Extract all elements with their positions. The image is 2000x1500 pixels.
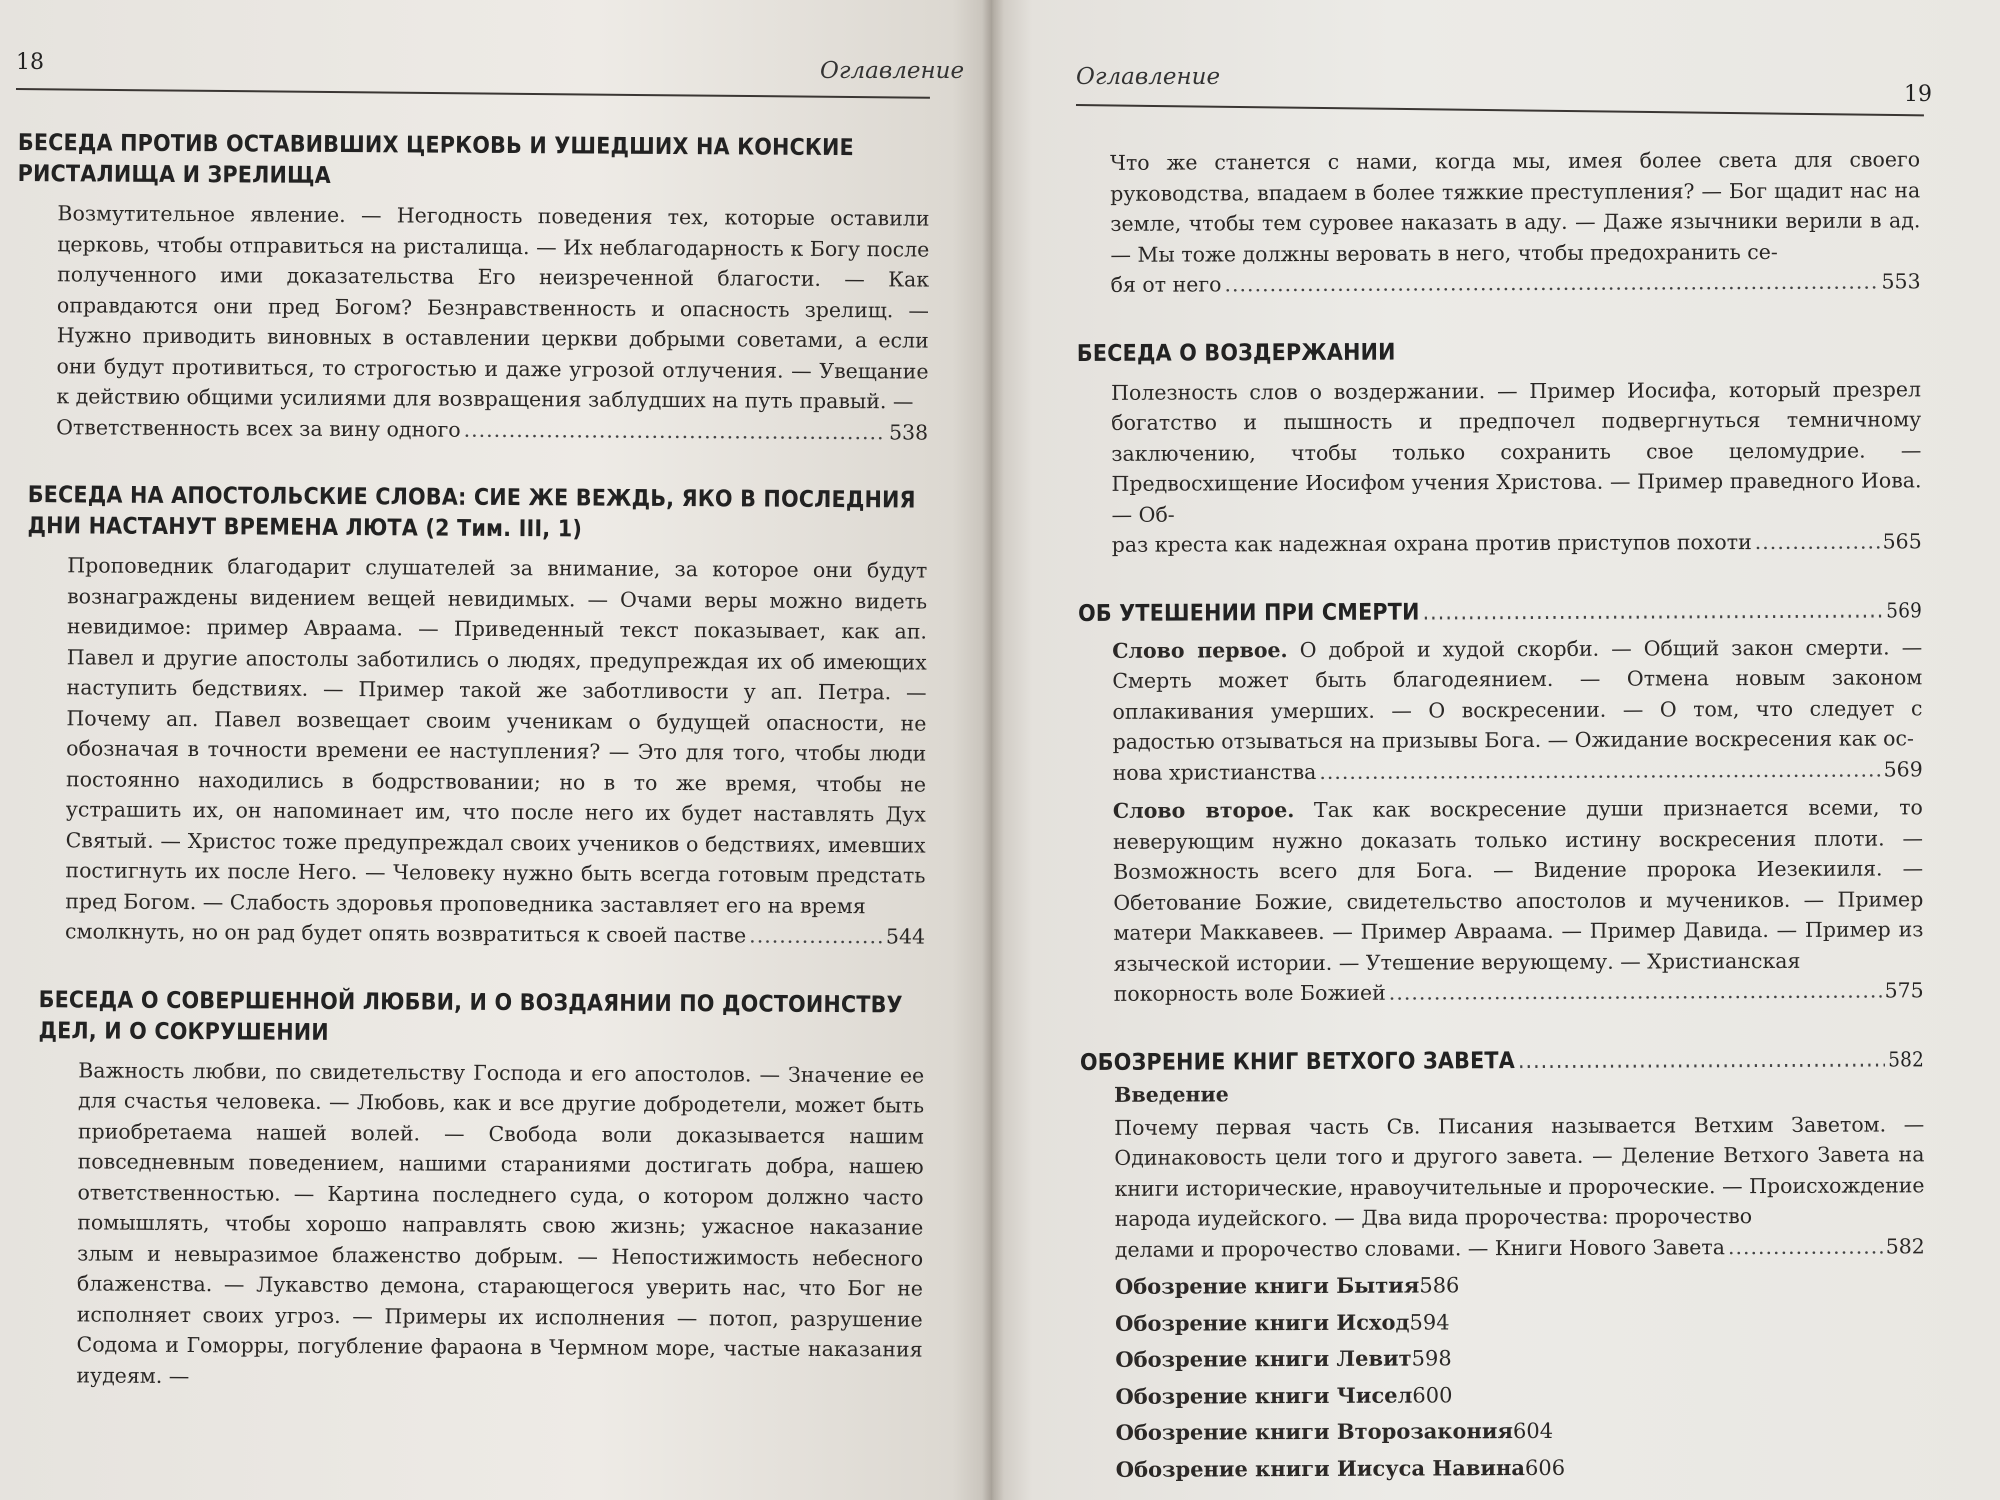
summary-last-line: делами и пророчество словами. — Книги Нового Завета bbox=[1114, 1234, 1725, 1262]
book-entry bbox=[1115, 1265, 1925, 1305]
toc-section bbox=[25, 480, 928, 952]
right-running-head: Оглавление bbox=[1076, 64, 1221, 90]
summary-text: Важность любви, по свидетельству Господа и его апостолов. — Значение ее для счастья человека. — Любовь, как и все другие добродетели, может быть приобретаема нашей волей. — Свобода воли доказывается нашим повседневным поведением, нашими стараниями достигать добра, нашею ответственностью. — Картина последнего суда, о котором должно часто помышлять, чтобы хорошо направлять свою жизнь; ужасное наказание злым и невыразимое блаженство добрым. — Непостижимость небесного блаженства. — Лукавство демона, старающегося уверить нас, что Бог не исполняет своих угроз. — Примеры их исполнения — потоп, разрушение Содома и Гоморры, погубление фараона в Чермном море, частые наказания иудеям. — bbox=[76, 1057, 925, 1388]
dot-leader bbox=[1728, 1231, 1883, 1262]
page-ref: 604 bbox=[1512, 1418, 1554, 1444]
section-title: БЕСЕДА О ВОЗДЕРЖАНИИ bbox=[1076, 339, 1396, 367]
page-ref: 582 bbox=[1885, 1233, 1925, 1258]
book-title: Обозрение книги Левит bbox=[1115, 1345, 1412, 1372]
leader-line bbox=[65, 916, 925, 952]
page-ref: 575 bbox=[1884, 978, 1924, 1003]
page-ref: 582 bbox=[1888, 1046, 1925, 1071]
page-ref: 600 bbox=[1412, 1382, 1453, 1408]
book-entry bbox=[1115, 1375, 1925, 1415]
book-title: Обозрение книги Бытия bbox=[1114, 1272, 1420, 1299]
book-entry bbox=[1115, 1302, 1925, 1342]
toc-section bbox=[1078, 595, 1924, 1010]
left-page bbox=[0, 0, 992, 1500]
intro-heading: Введение bbox=[1114, 1081, 1229, 1107]
dot-leader bbox=[464, 414, 887, 447]
page-ref: 598 bbox=[1411, 1346, 1452, 1371]
summary-text: Проповедник благодарит слушателей за внимание, за которое они будут вознаграждены видением вещей невидимых. — Очами веры можно видеть невидимое: пример Авраама. — Приведенный текст показывает, как ап. Павел и другие апостолы заботились о людях, предупреждая их об имеющих наступить бедствиях. — Пример такой же заботливости у ап. Петра. — Почему ап. Павел возвещает своим ученикам о будущей опасности, не обозначая в точности времени ее наступления? — Это для того, чтобы люди постоянно находились в бодрствовании; но в то же время, чтобы не устрашить их, он напоминает им, что после него их будет наставлять Дух Святый. — Христос тоже предупреждал своих учеников о бедствиях, имевших постигнуть их после Него. — Человеку нужно быть всегда готовым предстать пред Богом. — Слабость здоровья проповедника заставляет его на время bbox=[65, 553, 928, 918]
left-running-head: Оглавление bbox=[820, 58, 965, 84]
leader-line bbox=[1115, 1231, 1925, 1265]
dot-leader bbox=[1755, 526, 1880, 557]
book-entry bbox=[1116, 1448, 1926, 1488]
page-ref: 553 bbox=[1881, 269, 1921, 294]
right-content bbox=[1076, 144, 1926, 1500]
word-label: Слово второе. bbox=[1112, 798, 1295, 823]
section-title: БЕСЕДА ПРОТИВ ОСТАВИВШИХ ЦЕРКОВЬ И УШЕДШИХ НА КОНСКИЕ РИСТАЛИЩА И ЗРЕЛИЩА bbox=[17, 129, 855, 189]
toc-continuation bbox=[1076, 144, 1921, 300]
book-entry bbox=[1115, 1338, 1925, 1378]
summary-text: Почему первая часть Св. Писания называется Ветхим Заветом. — Одинаковость цели того и другого завета. — Деление Ветхого Завета на книги исторические, нравоучительные и пророческие. — Происхождение народа иудейского. — Два вида пророчества: пророчество bbox=[1114, 1111, 1925, 1231]
dot-leader bbox=[1319, 754, 1880, 787]
page-ref: 606 bbox=[1524, 1455, 1566, 1480]
leader-line bbox=[1111, 266, 1921, 300]
word-label: Слово первое. bbox=[1112, 637, 1288, 663]
section-title: ОБОЗРЕНИЕ КНИГ ВЕТХОГО ЗАВЕТА bbox=[1079, 1047, 1515, 1076]
dot-leader bbox=[1389, 975, 1882, 1008]
section-summary bbox=[76, 1055, 924, 1396]
page-ref: 565 bbox=[1882, 529, 1922, 554]
left-page-number: 18 bbox=[16, 50, 44, 75]
intro-entry bbox=[1114, 1109, 1925, 1265]
right-header-rule bbox=[1076, 104, 1924, 116]
leader-line bbox=[1112, 526, 1922, 560]
toc-section bbox=[1080, 1044, 1926, 1488]
summary-last-line: смолкнуть, но он рад будет опять возвратиться к своей пастве bbox=[65, 919, 747, 948]
book-gutter bbox=[982, 0, 1004, 1500]
section-summary bbox=[56, 198, 929, 447]
dot-leader bbox=[1518, 1044, 1885, 1077]
summary-last-line: бя от него bbox=[1110, 272, 1222, 297]
section-title: БЕСЕДА НА АПОСТОЛЬСКИЕ СЛОВА: СИЕ ЖЕ ВЕЖДЬ, ЯКО В ПОСЛЕДНИЯ ДНИ НАСТАНУТ ВРЕМЕНА ЛЮТА (2 Тим. III, 1) bbox=[27, 482, 916, 543]
page-ref: 538 bbox=[888, 419, 929, 445]
book-title: Обозрение книги Второзакония bbox=[1115, 1418, 1513, 1445]
book-title: Обозрение книги Чисел bbox=[1115, 1382, 1413, 1409]
toc-section bbox=[1077, 335, 1922, 561]
leader-line bbox=[1113, 754, 1923, 788]
dot-leader bbox=[1423, 595, 1884, 628]
page-ref: 586 bbox=[1419, 1273, 1460, 1298]
toc-section bbox=[36, 985, 924, 1396]
summary-last-line: нова христианства bbox=[1112, 759, 1317, 785]
dot-leader bbox=[749, 920, 883, 951]
summary-text: Полезность слов о воздержании. — Пример Иосифа, который презрел богатство и пышность и предпочел подвергнуться темничному заключению, чтобы только сохранить свое целомудрие. — Предвосхищение Иосифом учения Христова. — Пример праведного Иова. — Об- bbox=[1111, 376, 1922, 527]
book-title: Обозрение книги Исход bbox=[1115, 1309, 1410, 1336]
book-entry bbox=[1116, 1411, 1926, 1451]
book-title: Обозрение книги Иисуса Навина bbox=[1115, 1454, 1526, 1482]
summary-text: Возмутительное явление. — Негодность поведения тех, которые оставили церковь, чтобы отправиться на ристалища. — Их неблагодарность к Богу после полученного ими доказательства Его неизреченной благости. — Как оправдаются они пред Богом? Безнравственность и опасность зрелищ. — Нужно приводить виновных в оставлении церкви добрыми советами, а если они будут противиться, то строгостью и даже угрозой отлучения. — Увещание к действию общими усилиями для возвращения заблудших на путь правый. — bbox=[56, 201, 930, 414]
right-page bbox=[992, 0, 2000, 1500]
word-entry bbox=[1112, 632, 1923, 788]
toc-section bbox=[16, 128, 930, 448]
section-title-row bbox=[1078, 595, 1922, 630]
section-title-row bbox=[1080, 1044, 1924, 1079]
section-summary bbox=[65, 550, 927, 952]
section-summary bbox=[1111, 374, 1922, 561]
leader-line bbox=[1114, 975, 1924, 1009]
section-summary bbox=[1110, 144, 1921, 300]
page-ref: 594 bbox=[1409, 1309, 1450, 1335]
page-ref: 569 bbox=[1883, 756, 1923, 781]
page-ref: 569 bbox=[1886, 597, 1923, 622]
section-title: ОБ УТЕШЕНИИ ПРИ СМЕРТИ bbox=[1077, 599, 1420, 627]
dot-leader bbox=[1224, 267, 1878, 300]
summary-text: Что же станется с нами, когда мы, имея более света для своего руководства, впадаем в более тяжкие преступления? — Бог щадит нас на земле, чтобы тем суровее наказать в аду. — Даже язычники верили в ад. — Мы тоже должны веровать в него, чтобы предохранить се- bbox=[1110, 147, 1921, 267]
page-ref: 544 bbox=[885, 924, 926, 949]
summary-last-line: раз креста как надежная охрана против приступов похоти bbox=[1111, 530, 1752, 557]
summary-text: О доброй и худой скорби. — Общий закон смерти. — Смерть может быть благодеянием. — Отмена новым законом оплакивания умерших. — О воскресении. — О том, что следует с радостью отзываться на призывы Бога. — Ожидание воскресения как ос- bbox=[1112, 634, 1923, 754]
section-title: БЕСЕДА О СОВЕРШЕННОЙ ЛЮБВИ, И О ВОЗДАЯНИИ ПО ДОСТОИНСТВУ ДЕЛ, И О СОКРУШЕНИИ bbox=[38, 986, 903, 1046]
leader-line bbox=[56, 412, 928, 448]
left-content bbox=[10, 128, 930, 1434]
left-header-rule bbox=[16, 88, 930, 99]
summary-last-line: Ответственность всех за вину одного bbox=[56, 414, 461, 442]
right-page-number: 19 bbox=[1904, 82, 1932, 107]
summary-last-line: покорность воле Божией bbox=[1113, 980, 1386, 1006]
word-entry bbox=[1113, 792, 1924, 1009]
summary-text: Так как воскресение души признается всеми, то неверующим нужно доказать только истину воскресения плоти. — Возможность всего для Бога. — Видение пророка Иезекииля. — Обетование Божие, свидетельство апостолов и мучеников. — Пример матери Маккавеев. — Пример Авраама. — Пример Давида. — Пример из языческой истории. — Утешение верующему. — Христианская bbox=[1112, 795, 1924, 976]
